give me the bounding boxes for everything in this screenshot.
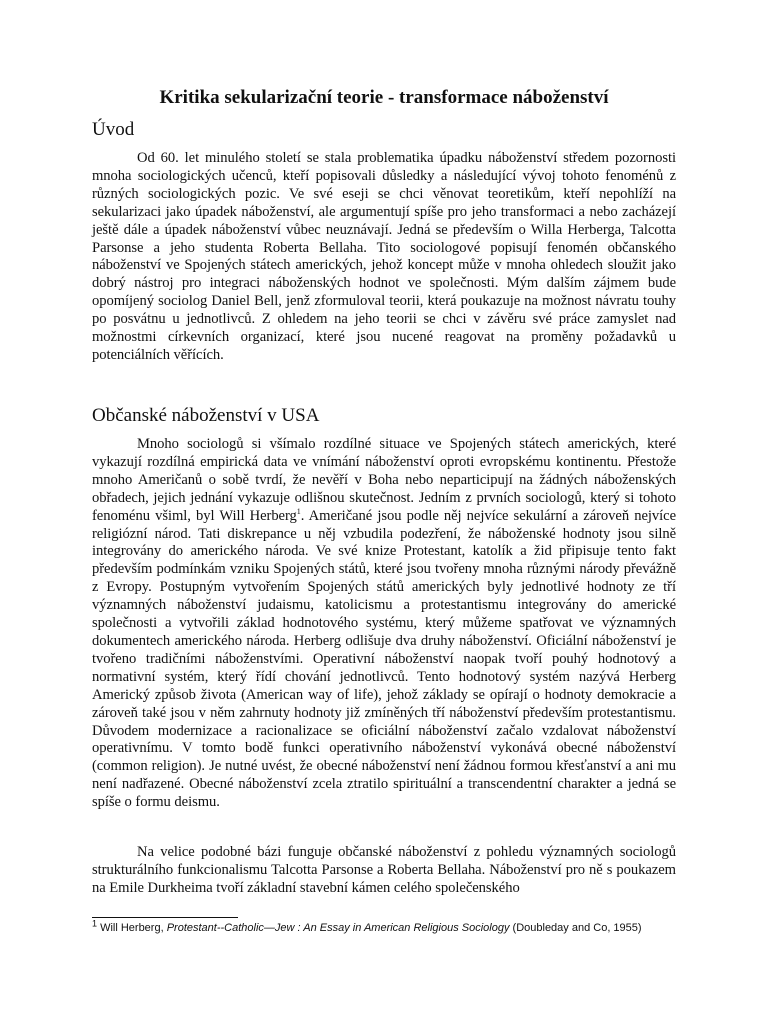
paragraph-text: . Američané jsou podle něj nejvíce sekulární a zároveň nejvíce religiózní národ. Tati diskrepance u něj vzbudila podezření, že náboženské hodnoty jsou silně integrovány do amerického národa. Ve své knize Protestant, katolík a žid připisuje tento fakt především podmínkám vzniku Spojených států, které jsou tvořeny mnoha různými národy převážně z Evropy. Postupným vytvořením Spojených států amerických byly jednotlivé hodnoty ze tří významných náboženství judaismu, katolicismu a protestantismu integrovány do americké společnosti a vytvořili základ hodnotového systému, který můžeme spatřovat ve významných dokumentech amerického národa. Herberg odlišuje dva druhy náboženství. Oficiální náboženství je tvořeno tradičními náboženstvími. Operativní náboženství naopak tvoří pouhý hodnotový a normativní systém, který řídí chování jednotlivců. Tento hodnotový systém nazývá Herberg Americký způsob života (American way of life), jehož základy se opírají o hodnoty demokracie a zároveň také jsou v něm zahrnuty hodnoty již zmíněných tří náboženství především protestantismu. Důvodem modernizace a racionalizace se oficiální náboženství začalo vzdalovat náboženství operativnímu. V tomto bodě funkci operativního náboženství vykonává obecné náboženství (common religion). Je nutné uvést, že obecné náboženství není žádnou formou křesťanství a ani mu není nadřazené. Obecné náboženství zcela ztratilo spirituální a transcendentní charakter a jedná se spíše o formu deismu. — [92, 507, 676, 811]
section-heading-civil-religion: Občanské náboženství v USA — [92, 405, 320, 426]
footnote-number: 1 — [92, 918, 98, 929]
section-heading-intro: Úvod — [92, 119, 135, 140]
intro-paragraph: Od 60. let minulého století se stala problematika úpadku náboženství středem pozornosti mnoha sociologických učenců, kteří popisovali důsledky a následující vývoj tohoto fenoménů z různých sociologických pozic. Ve své eseji se chci věnovat teoretikům, kteří nepohlíží na sekularizaci jako úpadek náboženství, ale argumentují spíše pro jeho transformaci a nebo zacházejí ještě dále a úpadek náboženství vůbec neuznávají. Jedná se především o Willa Herberga, Talcotta Parsonse a jeho studenta Roberta Bellaha. Tito sociologové popisují fenomén občanského náboženství ve Spojených státech amerických, jehož koncept může v mnoha ohledech sloužit jako dobrý nástroj pro integraci náboženských hodnot ve společnosti. Mým dalším zájmem bude opomíjený sociolog Daniel Bell, jenž zformuloval teorii, která poukazuje na možnost návratu touhy po posvátnu u jednotlivců. Z ohledem na jeho teorii se chci v závěru své práce zamyslet nad možnostmi církevních organizací, které jsou nucené reagovat na proměny požadavků u potenciálních věřících. — [92, 150, 676, 363]
footnote — [92, 918, 692, 935]
paragraph-text: Mnoho sociologů si všímalo rozdílné situace ve Spojených státech amerických, které vykazují rozdílná empirická data ve vnímání náboženství oproti evropskému kontinentu. Přestože mnoho Američanů o sobě tvrdí, že nevěří v Boha nebo neparticipují na žádných náboženských obřadech, jejich jednání vykazuje odlišnou skutečnost. Jedním z prvních sociologů, který si tohoto fenoménu všiml, byl Will Herberg — [92, 436, 676, 524]
footnote-book-title: Protestant--Catholic—Jew : An Essay in American Religious Sociology — [166, 922, 510, 934]
civil-religion-paragraph-2: Na velice podobné bázi funguje občanské náboženství z pohledu významných sociologů strukturálního funkcionalismu Talcotta Parsonse a Roberta Bellaha. Náboženství pro ně s poukazem na Emile Durkheima tvoří základní stavební kámen celého společenského — [92, 844, 676, 896]
footnote-author: Will Herberg, — [97, 922, 167, 934]
civil-religion-paragraph-1 — [92, 436, 676, 812]
footnote-publisher: (Doubleday and Co, 1955) — [509, 922, 642, 934]
footnote-separator — [92, 917, 238, 918]
document-title: Kritika sekularizační teorie - transformace náboženství — [159, 87, 609, 108]
footnote-reference[interactable]: 1 — [296, 506, 301, 516]
